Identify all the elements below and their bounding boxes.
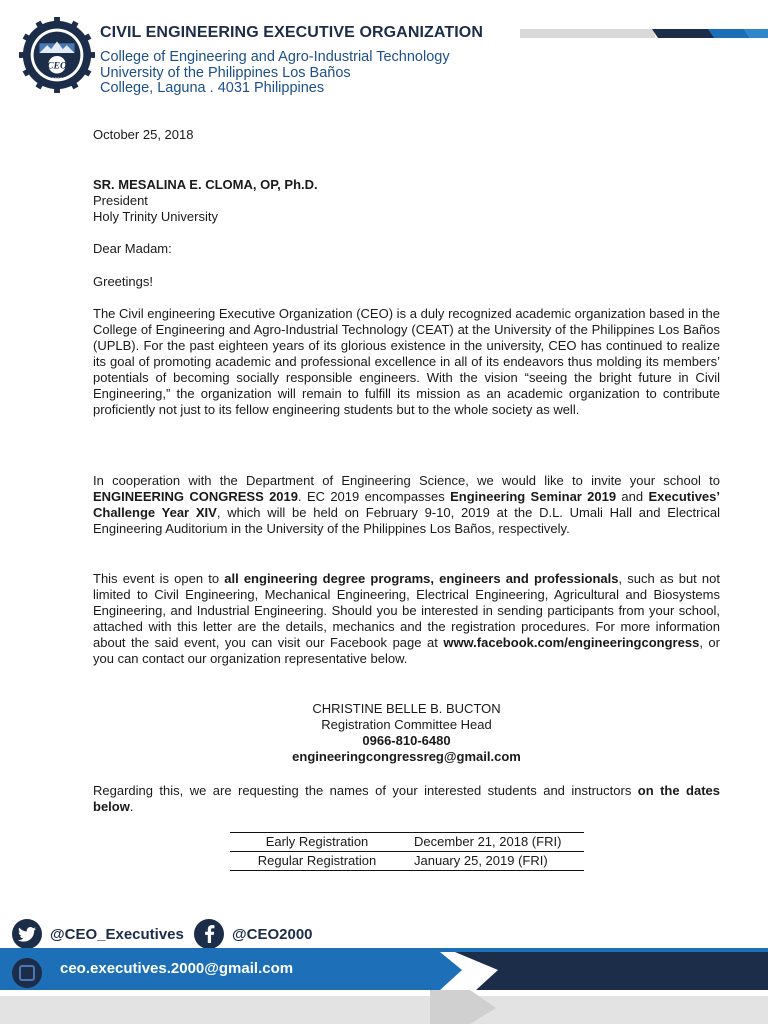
paragraph-event-details xyxy=(93,571,720,667)
seminar-name: Engineering Seminar 2019 xyxy=(450,489,617,504)
p2-text-4: , which will be held on February 9-10, 2019 at the D.L. Umali Hall and Electrical Engineering Auditorium in the University of the Philippines Los Baños, respectively. xyxy=(93,505,720,536)
p3-text-2: , such as but not limited to Civil Engineering, Mechanical Engineering, Electrical Engineering, Agricultural and Biosystems Engineering, and Industrial Engineering. Should you be interested in sending participants from your school, attached with this letter are the details, mechanics and the registration procedures. For more information about the said event, you can visit our Facebook page at xyxy=(93,571,720,650)
header-accent-bar xyxy=(520,29,768,38)
email-icon xyxy=(12,958,42,988)
challenge-name: Executives’ Challenge Year XIV xyxy=(93,489,720,520)
letterhead xyxy=(0,0,768,110)
contact-name: CHRISTINE BELLE B. BUCTON xyxy=(312,701,501,716)
ceo-seal-logo xyxy=(18,16,96,94)
facebook-icon xyxy=(194,919,224,949)
greeting: Greetings! xyxy=(93,274,153,289)
p3-text-1: This event is open to xyxy=(93,571,225,586)
contact-email[interactable]: engineeringcongressreg@gmail.com xyxy=(292,749,521,764)
organization-address xyxy=(100,50,450,97)
p4-text-1: Regarding this, we are requesting the names of your interested students and instructors xyxy=(93,783,638,798)
eligible-participants: all engineering degree programs, engineers and professionals xyxy=(224,571,619,586)
facebook-page-link[interactable]: www.facebook.com/engineeringcongress xyxy=(443,635,700,650)
contact-phone: 0966-810-6480 xyxy=(362,733,451,748)
salutation: Dear Madam: xyxy=(93,241,172,256)
registration-label: Regular Registration xyxy=(230,852,404,871)
recipient-name: SR. MESALINA E. CLOMA, OP, Ph.D. xyxy=(93,177,318,192)
university-line: University of the Philippines Los Baños xyxy=(100,64,351,81)
logo-year: 2000 xyxy=(51,77,63,83)
paragraph-request xyxy=(93,783,720,815)
twitter-contact[interactable] xyxy=(12,918,184,950)
registration-label: Early Registration xyxy=(230,833,404,852)
p2-text-1: In cooperation with the Department of Engineering Science, we would like to invite your school to xyxy=(93,473,720,488)
college-line: College of Engineering and Agro-Industrial Technology xyxy=(100,49,450,65)
p4-bold: on the dates below xyxy=(93,783,720,814)
registration-date: January 25, 2019 (FRI) xyxy=(404,852,584,871)
p4-text-2: . xyxy=(129,799,134,814)
footer-email[interactable]: ceo.executives.2000@gmail.com xyxy=(60,960,294,977)
logo-text: CEO xyxy=(46,60,68,72)
table-row xyxy=(230,852,584,871)
recipient-title: President xyxy=(93,193,148,208)
contact-role: Registration Committee Head xyxy=(321,717,492,732)
paragraph-intro: The Civil engineering Executive Organization (CEO) is a duly recognized academic organization based in the College of Engineering and Agro-Industrial Technology (CEAT) at the University of the Philippines Los Baños (UPLB). For the past eighteen years of its glorious existence in the university, CEO has continued to realize its goal of promoting academic and professional excellence in all of its endeavors thus molding its members’ potentials of becoming socially responsible engineers. With the vision “seeing the bright future in Civil Engineering,” the organization will remain to fulfill its mission as an academic organization to contribute proficiently not just to its fellow engineering students but to the whole society as well. xyxy=(93,306,720,417)
registration-dates-table xyxy=(230,832,584,871)
twitter-icon xyxy=(12,919,42,949)
registration-date: December 21, 2018 (FRI) xyxy=(404,833,584,852)
organization-name: CIVIL ENGINEERING EXECUTIVE ORGANIZATION xyxy=(100,24,483,41)
facebook-handle: @CEO2000 xyxy=(232,925,313,943)
contact-block xyxy=(93,701,720,765)
address-line: College, Laguna . 4031 Philippines xyxy=(100,80,325,96)
recipient-institution: Holy Trinity University xyxy=(93,209,218,224)
p2-text-2: . EC 2019 encompasses xyxy=(298,489,451,504)
paragraph-invitation xyxy=(93,473,720,537)
p3-text-3: , or you can contact our organization representative below. xyxy=(93,635,720,666)
event-name: ENGINEERING CONGRESS 2019 xyxy=(93,489,298,504)
table-row xyxy=(230,833,584,852)
p2-text-3: and xyxy=(616,489,649,504)
recipient-block xyxy=(93,177,720,225)
facebook-contact[interactable] xyxy=(194,918,313,950)
letter-date: October 25, 2018 xyxy=(93,127,194,142)
twitter-handle: @CEO_Executives xyxy=(50,925,184,943)
